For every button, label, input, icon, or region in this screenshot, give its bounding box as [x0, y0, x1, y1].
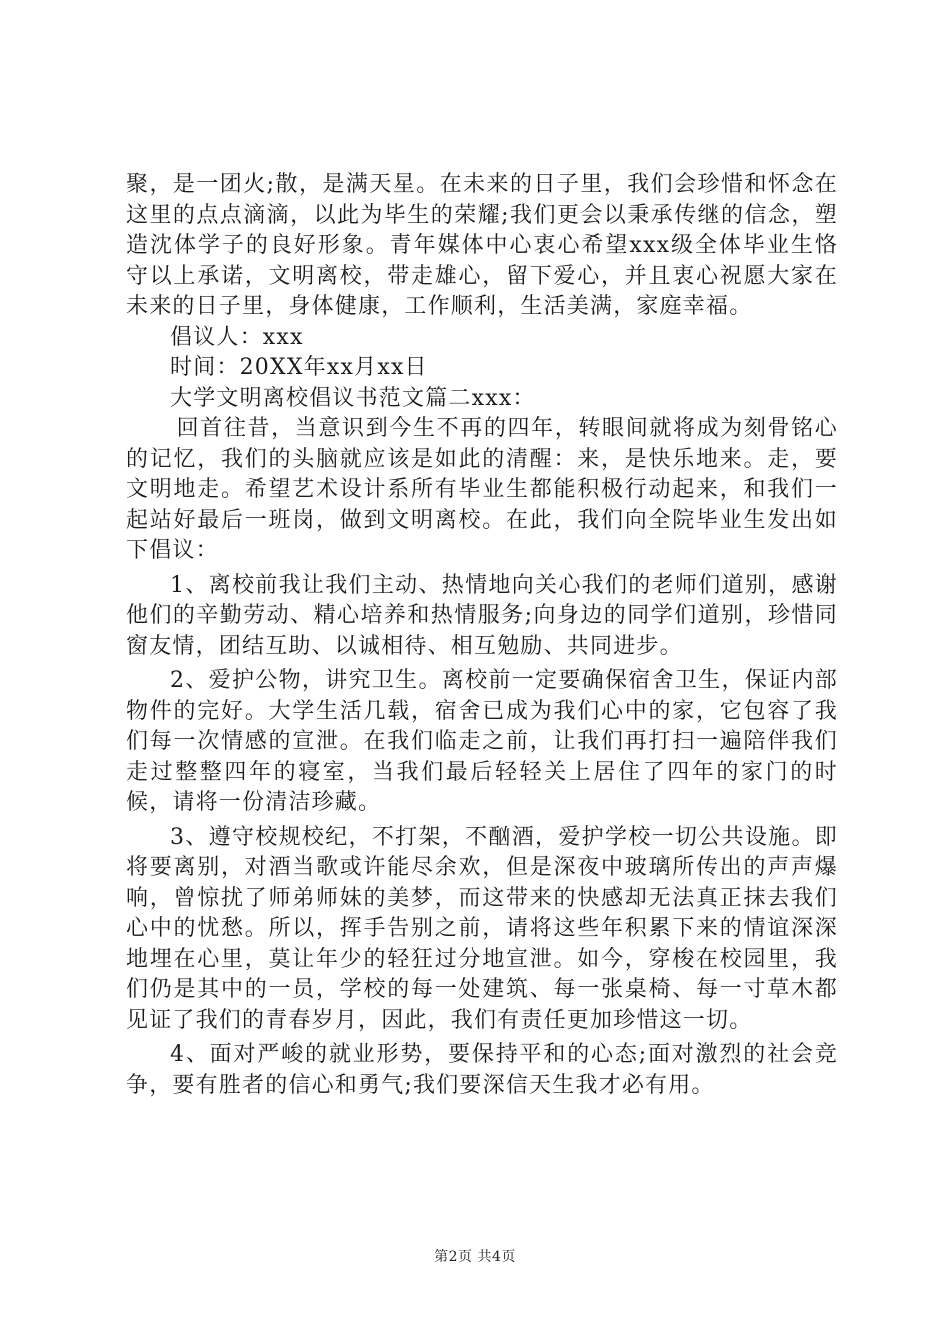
list-item-2: 2、爱护公物，讲究卫生。离校前一定要确保宿舍卫生，保证内部物件的完好。大学生活几载，宿舍已成为我们心中的家，它包容了我们每一次情感的宣泄。在我们临走之前，让我们再打扫一遍陪伴我们走过整整四年的寝室，当我们最后轻轻关上居住了四年的家门的时候，请将一份清洁珍藏。: [126, 668, 838, 815]
list-item-3: 3、遵守校规校纪，不打架，不酗酒，爱护学校一切公共设施。即将要离别，对酒当歌或许能尽余欢，但是深夜中玻璃所传出的声声爆响，曾惊扰了师弟师妹的美梦，而这带来的快感却无法真正抹去我们心中的忧愁。所以，挥手告别之前，请将这些年积累下来的情谊深深地埋在心里，莫让年少的轻狂过分地宣泄。如今，穿梭在校园里，我们仍是其中的一员，学校的每一处建筑、每一张桌椅、每一寸草木都见证了我们的青春岁月，因此，我们有责任更加珍惜这一切。: [126, 824, 838, 1033]
paragraph-section-heading: 大学文明离校倡议书范文篇二xxx：: [170, 385, 536, 411]
list-item-4: 4、面对严峻的就业形势，要保持平和的心态;面对激烈的社会竞争，要有胜者的信心和勇气;我们要深信天生我才必有用。: [126, 1042, 838, 1098]
page-footer: 第2页 共4页: [434, 1249, 516, 1265]
paragraph-closing-wishes: 聚，是一团火;散，是满天星。在未来的日子里，我们会珍惜和怀念在这里的点点滴滴，以此为毕生的荣耀;我们更会以秉承传继的信念，塑造沈体学子的良好形象。青年媒体中心衷心希望xxx级全体毕业生恪守以上承诺，文明离校，带走雄心，留下爱心，并且衷心祝愿大家在未来的日子里，身体健康，工作顺利，生活美满，家庭幸福。: [126, 172, 838, 319]
document-body: [126, 170, 838, 1101]
paragraph-date: 时间：20XX年xx月xx日: [170, 355, 428, 380]
paragraph-proposer: 倡议人：xxx: [170, 324, 304, 350]
paragraph-intro: 回首往昔，当意识到今生不再的四年，转眼间就将成为刻骨铭心的记忆，我们的头脑就应该是如此的清醒：来，是快乐地来。走，要文明地走。希望艺术设计系所有毕业生都能积极行动起来，和我们一起站好最后一班岗，做到文明离校。在此，我们向全院毕业生发出如下倡议：: [126, 416, 838, 563]
list-item-1: 1、离校前我让我们主动、热情地向关心我们的老师们道别，感谢他们的辛勤劳动、精心培养和热情服务;向身边的同学们道别，珍惜同窗友情，团结互助、以诚相待、相互勉励、共同进步。: [126, 572, 838, 659]
